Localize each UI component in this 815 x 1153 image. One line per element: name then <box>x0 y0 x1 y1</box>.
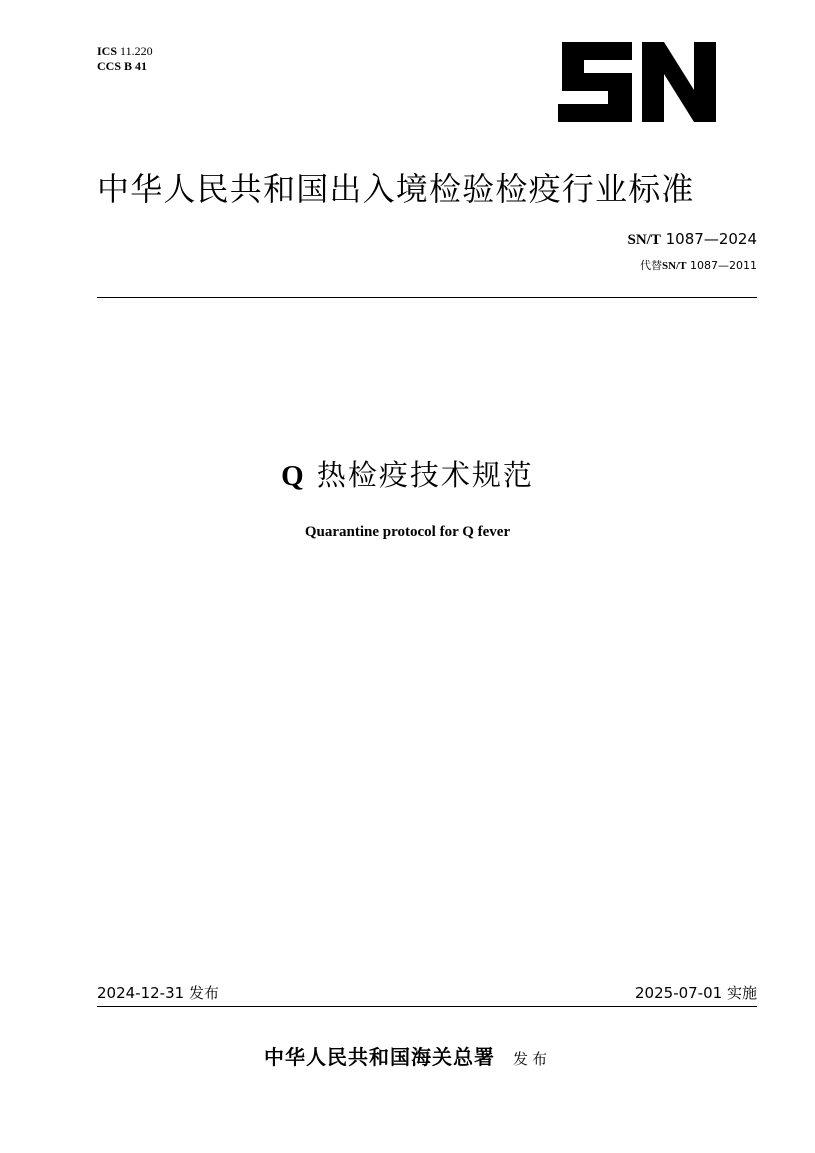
effective-date-value: 2025-07-01 <box>635 984 723 1002</box>
ccs-value: B 41 <box>124 59 148 73</box>
issue-date <box>97 982 219 1003</box>
effective-date <box>635 982 757 1003</box>
document-title-cn: 热检疫技术规范 <box>316 458 534 492</box>
ccs-code <box>97 59 153 74</box>
ccs-label: CCS <box>97 59 122 73</box>
footer-divider <box>97 1006 757 1007</box>
replaces-label: 代替 <box>640 259 663 272</box>
document-title-english: Quarantine protocol for Q fever <box>304 524 511 540</box>
issue-date-value: 2024-12-31 <box>97 984 185 1002</box>
sn-logo <box>558 42 716 122</box>
standard-category-title: 中华人民共和国出入境检验检疫行业标准 <box>97 170 695 208</box>
replaces-prefix: SN/T <box>662 260 687 272</box>
header-divider <box>97 297 757 298</box>
ics-label: ICS <box>97 44 118 58</box>
publisher-name: 中华人民共和国海关总署 <box>263 1045 495 1069</box>
document-title-q: Q <box>281 460 306 492</box>
standard-prefix: SN/T <box>627 232 661 248</box>
issue-date-label: 发布 <box>188 984 219 1002</box>
publisher <box>0 1041 815 1070</box>
replaces-number: 1087—2011 <box>690 259 757 272</box>
ics-code <box>97 44 153 59</box>
classification-codes <box>97 44 153 74</box>
standard-number-value: 1087—2024 <box>665 230 757 248</box>
standard-number <box>628 230 758 249</box>
document-title <box>0 453 815 494</box>
effective-date-label: 实施 <box>726 984 757 1002</box>
ics-value: 11.220 <box>120 44 153 58</box>
replaces-standard <box>640 257 757 273</box>
publisher-suffix: 发布 <box>512 1050 551 1068</box>
